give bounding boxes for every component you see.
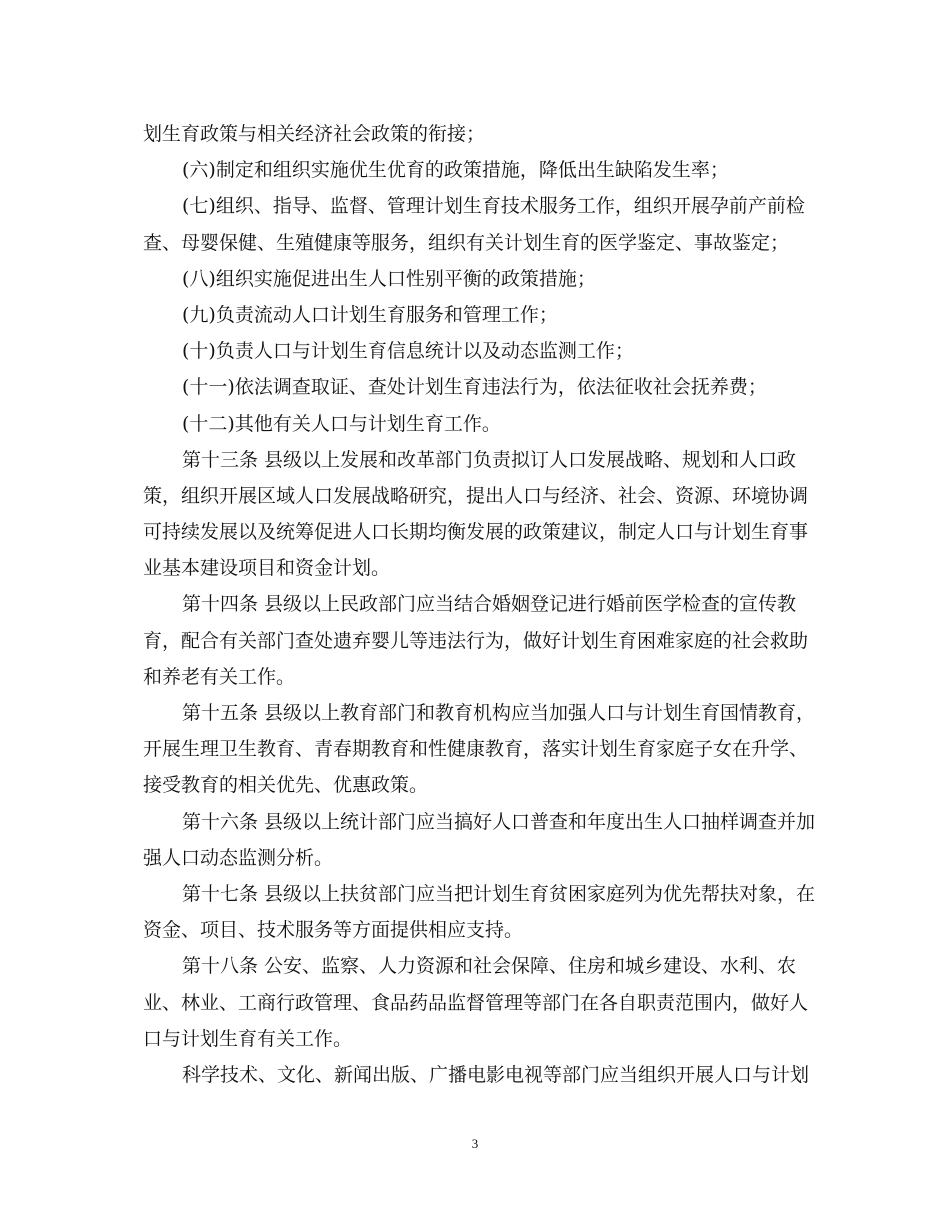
text-line: 第十三条 县级以上发展和改革部门负责拟订人口发展战略、规划和人口政 — [182, 448, 797, 471]
text-line: 可持续发展以及统筹促进人口长期均衡发展的政策建议，制定人口与计划生育事 — [143, 521, 809, 544]
text-line: 开展生理卫生教育、青春期教育和性健康教育，落实计划生育家庭子女在升学、 — [143, 738, 809, 761]
text-line: (十一)依法调查取证、查处计划生育违法行为，依法征收社会抚养费； — [182, 376, 767, 399]
text-line: 资金、项目、技术服务等方面提供相应支持。 — [143, 919, 524, 942]
text-line: 第十七条 县级以上扶贫部门应当把计划生育贫困家庭列为优先帮扶对象，在 — [182, 882, 816, 905]
text-line: 口与计划生育有关工作。 — [143, 1027, 353, 1050]
text-line: 接受教育的相关优先、优惠政策。 — [143, 774, 429, 797]
text-line: 划生育政策与相关经济社会政策的衔接； — [143, 123, 486, 145]
text-line: (十)负责人口与计划生育信息统计以及动态监测工作； — [182, 340, 634, 363]
text-line: (七)组织、指导、监督、管理计划生育技术服务工作，组织开展孕前产前检 — [182, 195, 805, 218]
page-number: 3 — [471, 1136, 479, 1151]
text-line: 第十五条 县级以上教育部门和教育机构应当加强人口与计划生育国情教育， — [182, 702, 816, 724]
text-line: (八)组织实施促进出生人口性别平衡的政策措施； — [182, 267, 596, 290]
text-line: 业、林业、工商行政管理、食品药品监督管理等部门在各自职责范围内，做好人 — [143, 991, 809, 1014]
text-line: 第十四条 县级以上民政部门应当结合婚姻登记进行婚前医学检查的宣传教 — [182, 593, 797, 616]
text-line: 第十八条 公安、监察、人力资源和社会保障、住房和城乡建设、水利、农 — [182, 955, 797, 978]
text-line: 策，组织开展区域人口发展战略研究，提出人口与经济、社会、资源、环境协调 — [143, 484, 809, 507]
text-line: (十二)其他有关人口与计划生育工作。 — [182, 412, 501, 435]
text-line: (九)负责流动人口计划生育服务和管理工作； — [182, 303, 558, 326]
text-line: 强人口动态监测分析。 — [143, 846, 334, 869]
text-line: 科学技术、文化、新闻出版、广播电影电视等部门应当组织开展人口与计划 — [182, 1063, 810, 1086]
text-line: 育，配合有关部门查处遗弃婴儿等违法行为，做好计划生育困难家庭的社会救助 — [143, 629, 809, 652]
document-body — [143, 116, 816, 1093]
text-line: 业基本建设项目和资金计划。 — [143, 557, 391, 580]
text-line: 查、母婴保健、生殖健康等服务，组织有关计划生育的医学鉴定、事故鉴定； — [143, 231, 790, 254]
text-line: 和养老有关工作。 — [143, 665, 296, 688]
text-line: 第十六条 县级以上统计部门应当搞好人口普查和年度出生人口抽样调查并加 — [182, 810, 816, 833]
text-line: (六)制定和组织实施优生优育的政策措施，降低出生缺陷发生率； — [182, 159, 729, 182]
